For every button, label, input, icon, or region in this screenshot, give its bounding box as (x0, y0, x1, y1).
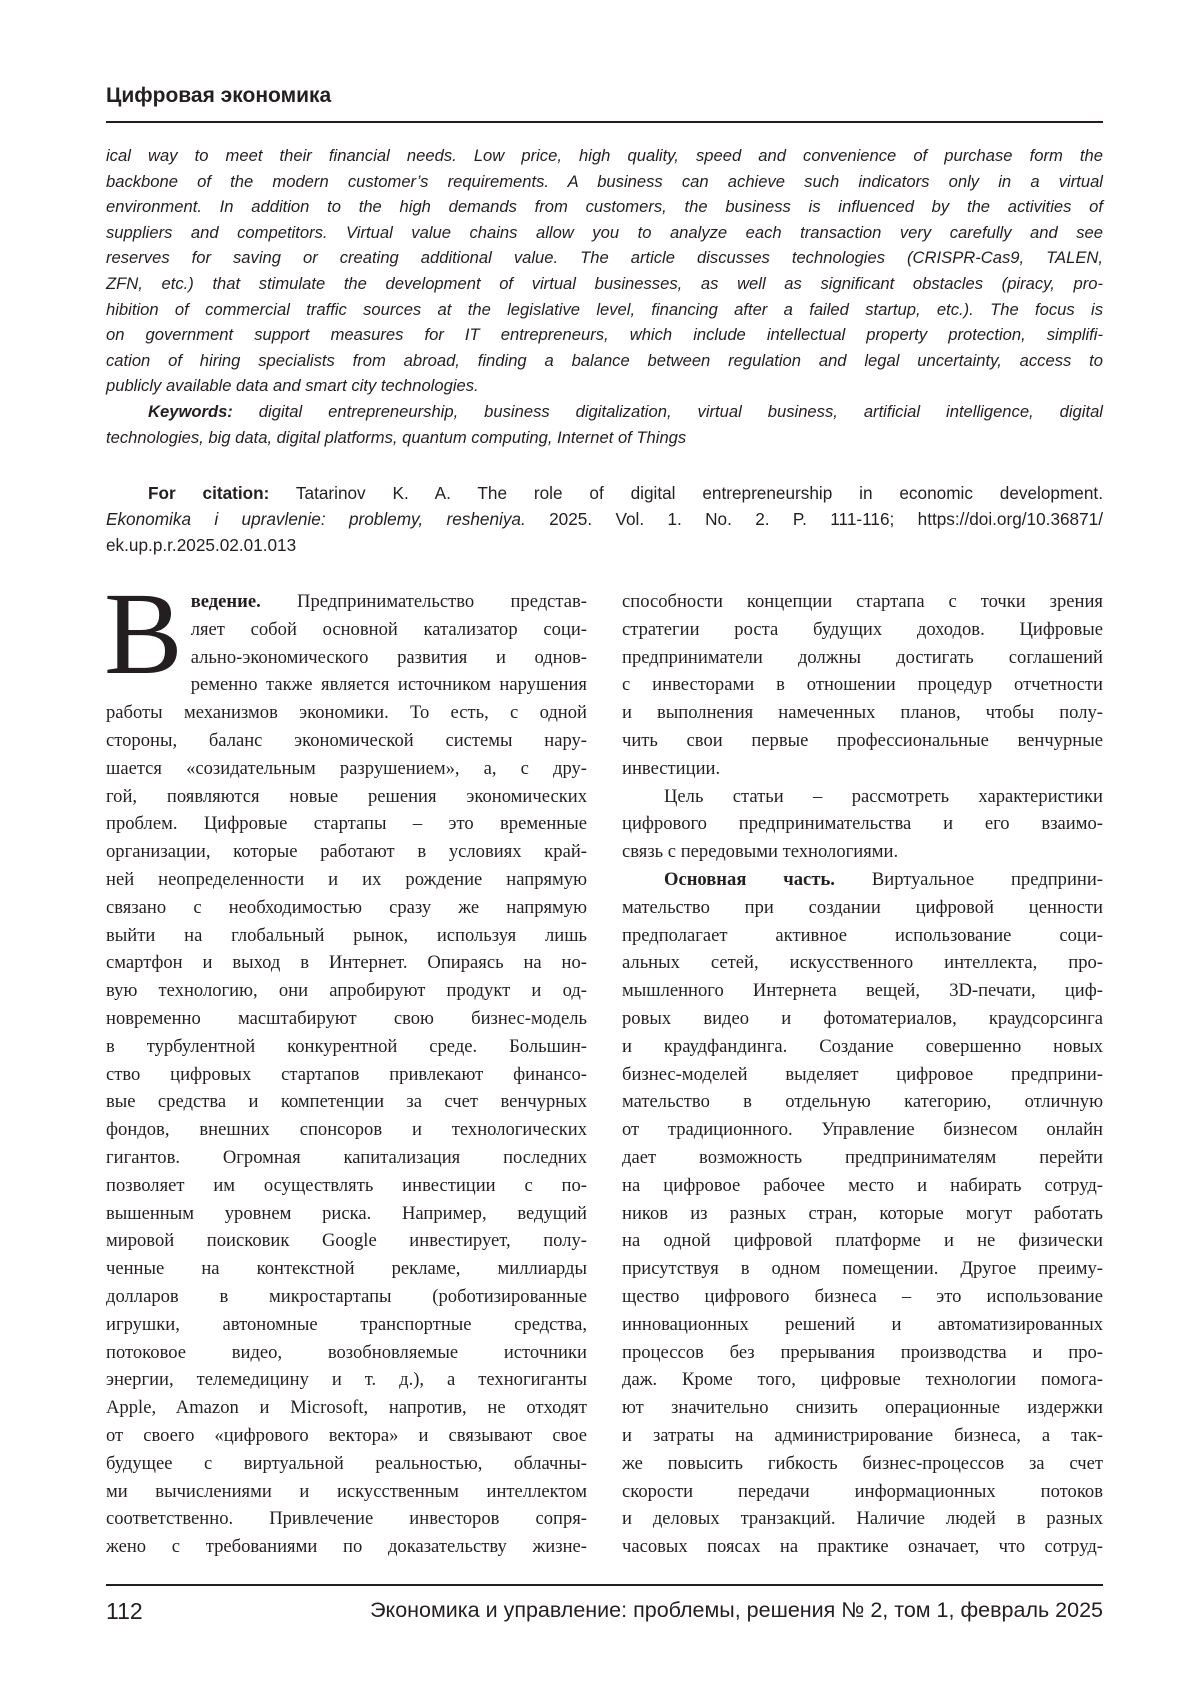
abstract-line: backbone of the modern customer’s requirements. A business can achieve such indicators only in a virtual (106, 169, 1103, 195)
body-line: ников из разных стран, которые могут работать (622, 1200, 1103, 1228)
abstract-line: suppliers and competitors. Virtual value chains allow you to analyze each transaction very carefully and see (106, 220, 1103, 246)
body-line: ально-экономического развития и однов- (106, 644, 587, 672)
body-line: ременно также является источником нарушения (106, 671, 587, 699)
body-line: с инвесторами в отношении процедур отчетности (622, 671, 1103, 699)
abstract-line: cation of hiring specialists from abroad, finding a balance between regulation and legal uncertainty, access to (106, 348, 1103, 374)
body-line: связано с необходимостью сразу же напрямую (106, 894, 587, 922)
body-line: и краудфандинга. Создание совершенно новых (622, 1033, 1103, 1061)
body-line: будущее с виртуальной реальностью, облачны- (106, 1450, 587, 1478)
body-line: предприниматели должны достигать соглашений (622, 644, 1103, 672)
abstract-line: publicly available data and smart city technologies. (106, 373, 1103, 399)
body-line: дает возможность предпринимателям перейти (622, 1144, 1103, 1172)
body-line: даж. Кроме того, цифровые технологии помога- (622, 1366, 1103, 1394)
body-line: ми вычислениями и искусственным интеллектом (106, 1478, 587, 1506)
keywords-text: digital entrepreneurship, business digitalization, virtual business, artificial intelligence, digital (233, 402, 1103, 421)
body-line: ют значительно снизить операционные издержки (622, 1394, 1103, 1422)
abstract-line: ZFN, etc.) that stimulate the development of virtual businesses, as well as significant obstacles (piracy, pro- (106, 271, 1103, 297)
body-line: инновационных решений и автоматизированных (622, 1311, 1103, 1339)
body-line: жено с требованиями по доказательству жизне- (106, 1533, 587, 1561)
body-line: связь с передовыми технологиями. (622, 838, 1103, 866)
footer-rule (106, 1584, 1103, 1586)
body-line: выйти на глобальный рынок, используя лишь (106, 922, 587, 950)
citation-text: Tatarinov K. A. The role of digital entrepreneurship in economic development. (269, 483, 1103, 503)
abstract-line: environment. In addition to the high demands from customers, the business is influenced by the activities of (106, 194, 1103, 220)
body-line: щество цифрового бизнеса – это использование (622, 1283, 1103, 1311)
body-line: организации, которые работают в условиях край- (106, 838, 587, 866)
body-line (622, 866, 1103, 894)
body-column-left (106, 588, 587, 1561)
body-line: позволяет им осуществлять инвестиции с по- (106, 1172, 587, 1200)
body-line: фондов, внешних спонсоров и технологических (106, 1116, 587, 1144)
body-line: Цель статьи – рассмотреть характеристики (622, 783, 1103, 811)
citation-label: For citation: (148, 483, 269, 503)
body-line: от своего «цифрового вектора» и связывают свое (106, 1422, 587, 1450)
header-rule (106, 121, 1103, 123)
body-line: мышленного Интернета вещей, 3D-печати, циф- (622, 977, 1103, 1005)
body-line: мательство в отдельную категорию, отличную (622, 1088, 1103, 1116)
body-line: и деловых транзакций. Наличие людей в разных (622, 1505, 1103, 1533)
body-line: инвестиции. (622, 755, 1103, 783)
drop-cap: В (104, 592, 183, 676)
body-line: ляет собой основной катализатор соци- (106, 616, 587, 644)
body-line: ровых видео и фотоматериалов, краудсорсинга (622, 1005, 1103, 1033)
body-line: потоковое видео, возобновляемые источники (106, 1339, 587, 1367)
body-line: вые средства и компетенции за счет венчурных (106, 1088, 587, 1116)
keywords-text: technologies, big data, digital platforms, quantum computing, Internet of Things (106, 425, 1103, 451)
body-column-right (622, 588, 1103, 1561)
body-line: процессов без прерывания производства и про- (622, 1339, 1103, 1367)
body-line: работы механизмов экономики. То есть, с одной (106, 699, 587, 727)
body-line: вышенным уровнем риска. Например, ведущий (106, 1200, 587, 1228)
body-line: Apple, Amazon и Microsoft, напротив, не отходят (106, 1394, 587, 1422)
running-head: Цифровая экономика (106, 84, 331, 108)
abstract (106, 143, 1103, 399)
body-line: новременно масштабируют свою бизнес-модель (106, 1005, 587, 1033)
body-line: способности концепции стартапа с точки зрения (622, 588, 1103, 616)
body-line: смартфон и выход в Интернет. Опираясь на но- (106, 949, 587, 977)
section-heading-main: Основная часть. (664, 869, 835, 890)
body-line: ченные на контекстной рекламе, миллиарды (106, 1255, 587, 1283)
body-line: проблем. Цифровые стартапы – это временные (106, 810, 587, 838)
body-line: мировой поисковик Google инвестирует, полу- (106, 1227, 587, 1255)
body-line: предполагает активное использование соци- (622, 922, 1103, 950)
citation (106, 480, 1103, 558)
body-line: альных сетей, искусственного интеллекта, про- (622, 949, 1103, 977)
body-line: мательство при создании цифровой ценности (622, 894, 1103, 922)
body-line: шается «созидательным разрушением», а, с дру- (106, 755, 587, 783)
body-line: часовых поясах на практике означает, что сотруд- (622, 1533, 1103, 1561)
body-line: соответственно. Привлечение инвесторов сопря- (106, 1505, 587, 1533)
citation-doi[interactable]: ek.up.p.r.2025.02.01.013 (106, 532, 1103, 558)
body-line: на цифровое рабочее место и набирать сотруд- (622, 1172, 1103, 1200)
keywords-label: Keywords: (148, 402, 233, 421)
footer-journal-title: Экономика и управление: проблемы, решения № 2, том 1, февраль 2025 (370, 1598, 1103, 1623)
abstract-line: on government support measures for IT entrepreneurs, which include intellectual property protection, simplifi- (106, 322, 1103, 348)
page-number: 112 (106, 1598, 143, 1625)
body-line: игрушки, автономные транспортные средства, (106, 1311, 587, 1339)
body-text: Предпринимательство представ- (261, 591, 587, 612)
body-line: на одной цифровой платформе и не физически (622, 1227, 1103, 1255)
body-line: присутствуя в одном помещении. Другое преиму- (622, 1255, 1103, 1283)
citation-journal: Ekonomika i upravlenie: problemy, resheniya. (106, 509, 526, 529)
abstract-line: reserves for saving or creating additional value. The article discusses technologies (CRISPR-Cas9, TALEN, (106, 245, 1103, 271)
section-heading-intro: ведение. (191, 591, 261, 612)
abstract-line: ical way to meet their financial needs. Low price, high quality, speed and convenience of purchase form the (106, 143, 1103, 169)
body-line: вую технологию, они апробируют продукт и од- (106, 977, 587, 1005)
body-line: ство цифровых стартапов привлекают финансо- (106, 1061, 587, 1089)
body-line: чить свои первые профессиональные венчурные (622, 727, 1103, 755)
body-line: и выполнения намеченных планов, чтобы полу- (622, 699, 1103, 727)
body-line: от традиционного. Управление бизнесом онлайн (622, 1116, 1103, 1144)
body-line: же повысить гибкость бизнес-процессов за счет (622, 1450, 1103, 1478)
body-line: скорости передачи информационных потоков (622, 1478, 1103, 1506)
citation-text[interactable]: 2025. Vol. 1. No. 2. P. 111-116; https://doi.org/10.36871/ (526, 509, 1103, 529)
keywords (106, 399, 1103, 450)
body-line: энергии, телемедицину и т. д.), а техногиганты (106, 1366, 587, 1394)
body-line: стратегии роста будущих доходов. Цифровые (622, 616, 1103, 644)
body-line: бизнес-моделей выделяет цифровое предприни- (622, 1061, 1103, 1089)
body-line: в турбулентной конкурентной среде. Большин- (106, 1033, 587, 1061)
body-line: долларов в микростартапы (роботизированные (106, 1283, 587, 1311)
body-line: гигантов. Огромная капитализация последних (106, 1144, 587, 1172)
body-line: стороны, баланс экономической системы нару- (106, 727, 587, 755)
body-text: Виртуальное предприни- (835, 869, 1103, 890)
body-line: ней неопределенности и их рождение напрямую (106, 866, 587, 894)
body-line: цифрового предпринимательства и его взаимо- (622, 810, 1103, 838)
abstract-line: hibition of commercial traffic sources at the legislative level, financing after a failed startup, etc.). The focus is (106, 297, 1103, 323)
body-line: гой, появляются новые решения экономических (106, 783, 587, 811)
body-line: и затраты на администрирование бизнеса, а так- (622, 1422, 1103, 1450)
